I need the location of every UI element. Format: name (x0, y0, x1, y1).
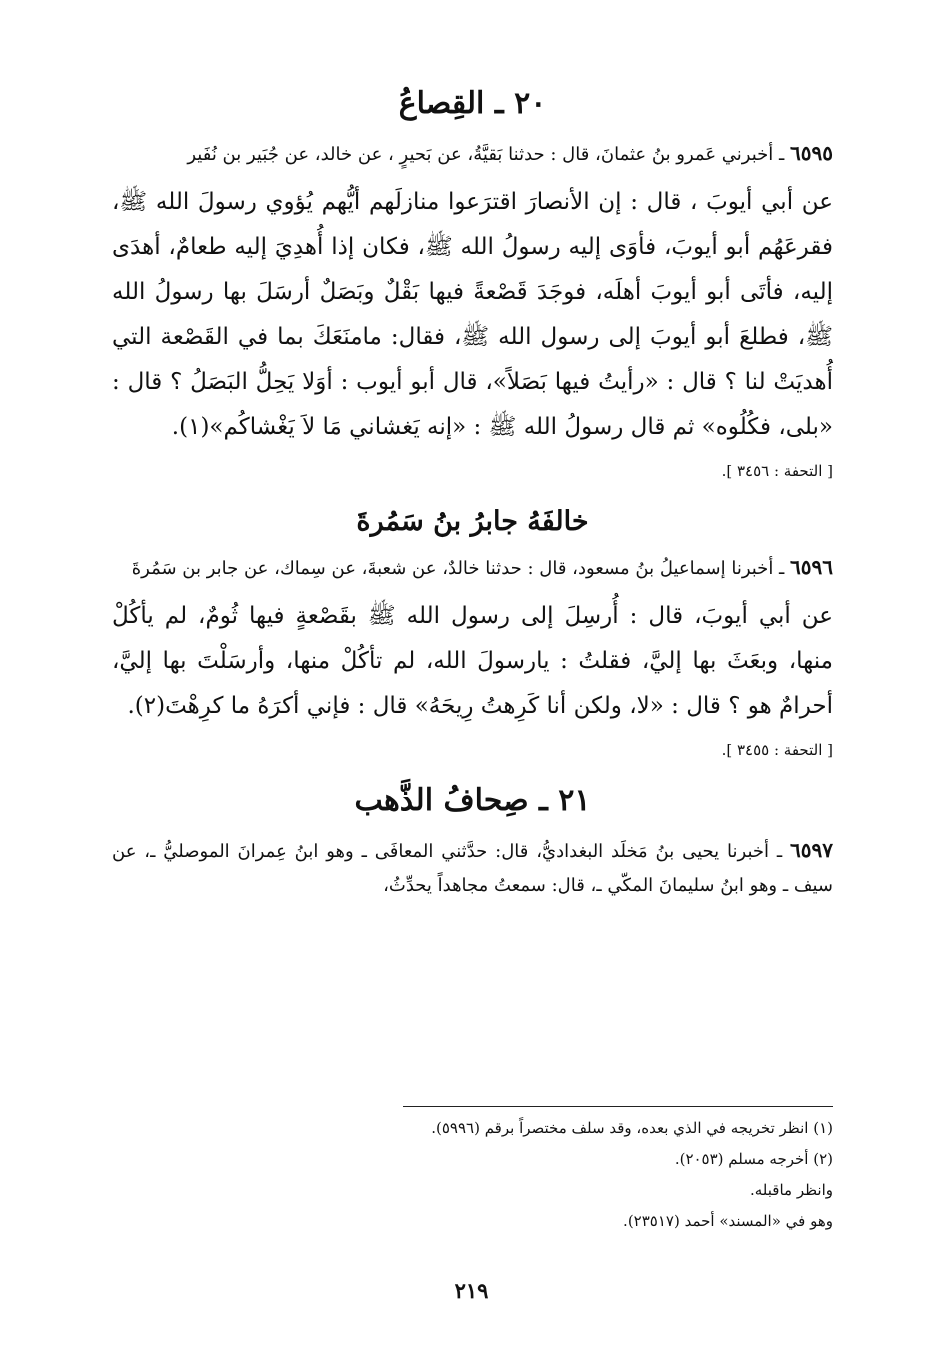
tuhfa-reference: [ التحفة : ٣٤٥٦ ]. (721, 462, 833, 480)
footnote-2-cont: وانظر ماقبله. (749, 1181, 833, 1199)
hadith-number: ٦٥٩٦ (790, 555, 833, 579)
hadith-6595-matn: عن أبي أيوبَ ، قال : إن الأنصارَ اقترَعوا منازلَهم أيُّهم يُؤوي رسولَ الله ﷺ، فقرعَهُم أبو أيوبَ، فأوَى إليه رسولُ الله ﷺ، فكان إذا أُهدِيَ إليه طعامٌ، أهدَى إليه، فأتَى أبو أيوبَ أهلَه، فوجَدَ قَصْعةً فيها بَقْلٌ وبَصَلٌ أرسَلَ بها رسولُ الله ﷺ، فطلعَ أبو أيوبَ إلى رسول الله ﷺ، فقال: مامنَعَكَ بما في القَصْعة التي أُهديَتْ لنا ؟ قال : «رأيتُ فيها بَصَلاً»، قال أبو أيوب : أوَلا يَحِلُّ البَصَلُ ؟ قال : «بلى، فكُلُوه» ثم قال رسولُ الله ﷺ : «إنه يَغشاني مَا لاَ يَغْشاكُم»(١). (112, 189, 833, 440)
hadith-6595-isnad (112, 136, 833, 172)
hadith-6596-matn: عن أبي أيوبَ، قال : أُرسِلَ إلى رسول الله ﷺ بقَصْعةٍ فيها ثُومٌ، لم يأكُلْ منها، وبعَثَ بها إليَّ، فقلتُ : يارسولَ الله، لم تأكُلْ منها، وأرسَلْتَ بها إليَّ، أحرامٌ هو ؟ قال : «لا، ولكن أنا كَرِهتُ رِيحَهُ» قال : فإني أكرَهُ ما كرِهْتَ(٢). (112, 603, 833, 719)
isnad-text: ـ أخبرنا يحيى بنُ مَخلَد البغداديُّ، قال: حدَّثني المعافَى ـ وهو ابنُ عِمرانَ الموصليُّ ـ، عن سيف ـ وهو ابنُ سليمانَ المكّي ـ، قال: سمعتُ مجاهداً يحدِّثُ، (112, 841, 833, 896)
tuhfa-reference: [ التحفة : ٣٤٥٥ ]. (721, 741, 833, 759)
page-number: ٢١٩ (454, 1278, 489, 1303)
hadith-6597-isnad (112, 833, 833, 903)
isnad-text: ـ أخبرنا إسماعيلُ بنُ مسعود، قال : حدثنا خالدٌ، عن شعبةَ، عن سِماك، عن جابر بن سَمُرةَ (131, 558, 791, 579)
chapter-title-qisa: ٢٠ ـ القِصاعُ (398, 86, 547, 121)
chapter-title-sihaf: ٢١ ـ صِحافُ الذَّهب (354, 783, 591, 818)
hadith-number: ٦٥٩٥ (790, 141, 833, 165)
footnote-2-musnad: وهو في «المسند» أحمد (٢٣٥١٧). (623, 1212, 833, 1230)
isnad-text: ـ أخبرني عَمرو بنُ عثمانَ، قال : حدثنا بَقيَّةُ، عن بَحيرٍ ، عن خالد، عن جُبَير بن نُفَير (187, 144, 791, 165)
hadith-6596-isnad (112, 550, 833, 586)
main-text (112, 78, 833, 903)
hadith-number: ٦٥٩٧ (790, 838, 833, 862)
footnotes (112, 1106, 833, 1237)
footnote-1: (١) انظر تخريجه في الذي بعده، وقد سلف مختصراً برقم (٥٩٩٦). (431, 1119, 833, 1137)
subheading-jabir: خالفَهُ جابرُ بنُ سَمُرةَ (356, 506, 589, 537)
footnote-2: (٢) أخرجه مسلم (٢٠٥٣). (674, 1150, 833, 1168)
footnote-divider (403, 1106, 833, 1107)
